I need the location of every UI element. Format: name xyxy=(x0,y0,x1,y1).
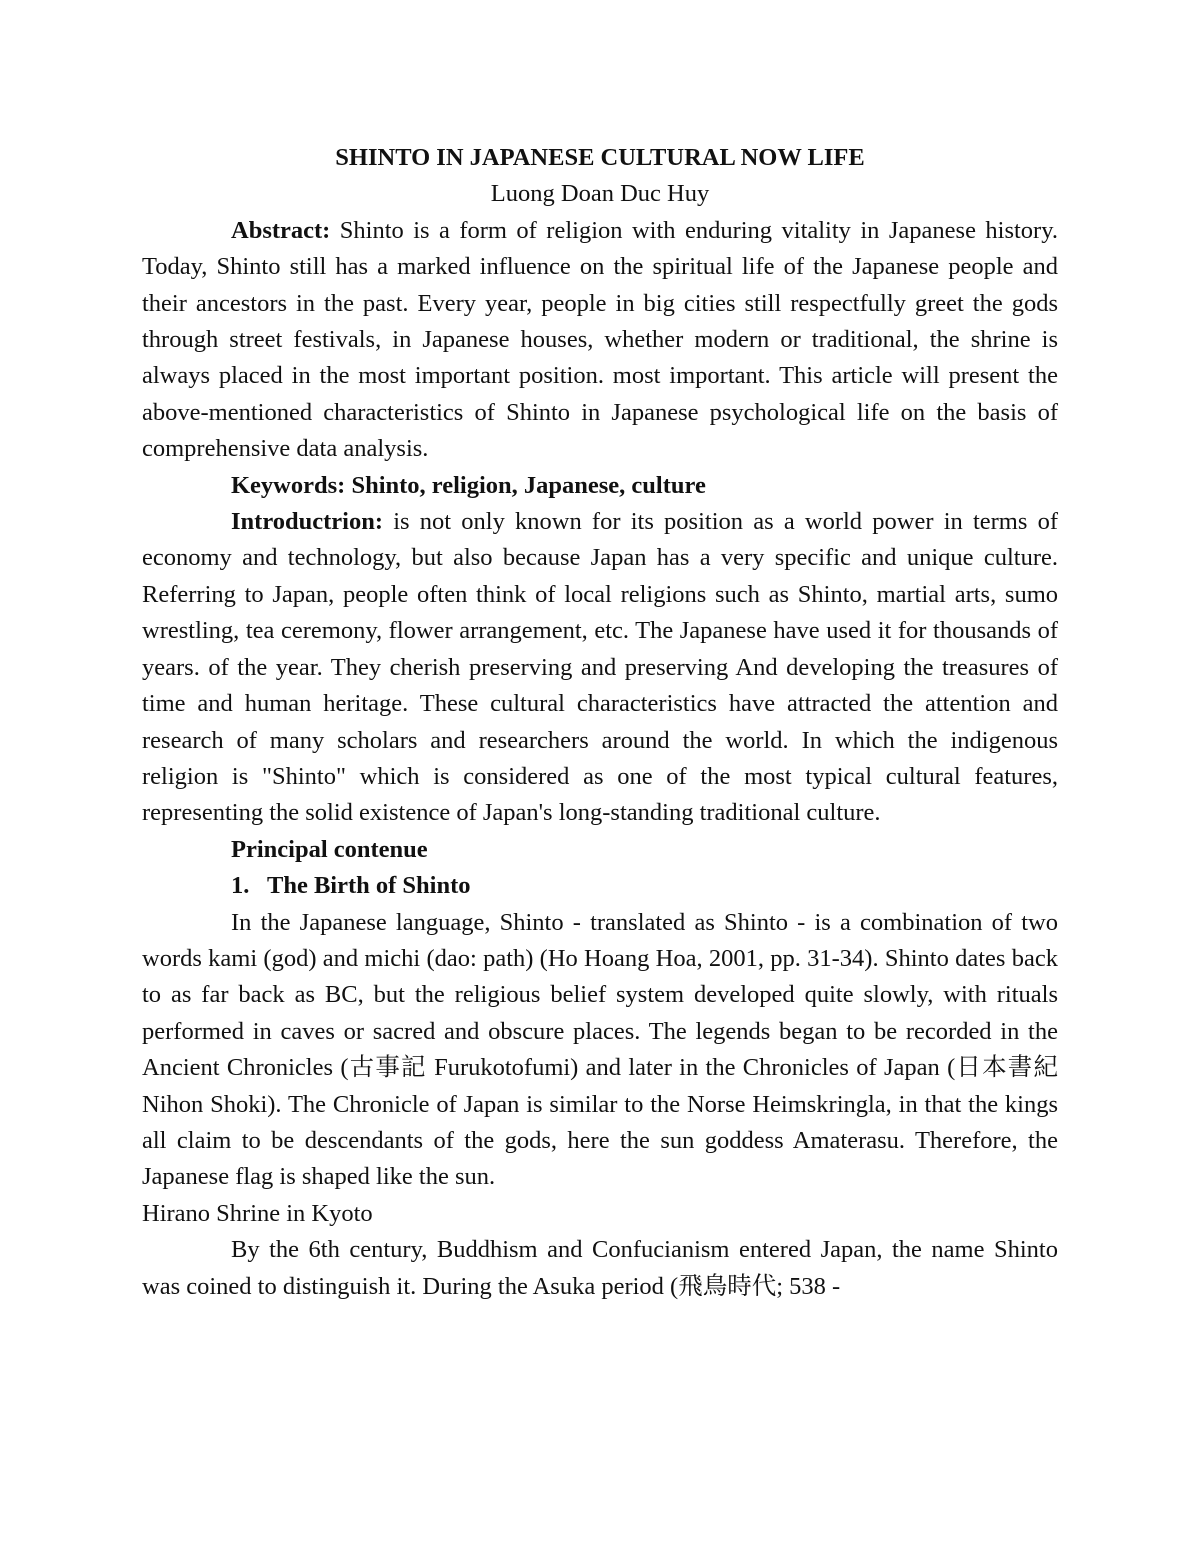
image-caption: Hirano Shrine in Kyoto xyxy=(142,1199,373,1227)
keywords-line: Keywords: Shinto, religion, Japanese, culture xyxy=(231,471,706,499)
principal-heading: Principal contenue xyxy=(231,835,428,863)
body-paragraph: By the 6th century, Buddhism and Confucianism entered Japan, the name Shinto was coined to distinguish it. During the Asuka period (飛鳥時代; 538 - xyxy=(142,1236,1058,1300)
document-body xyxy=(142,140,1058,1305)
section-title: The Birth of Shinto xyxy=(267,872,471,900)
section-heading xyxy=(142,868,1058,904)
section-number: 1. xyxy=(231,872,250,900)
document-title: SHINTO IN JAPANESE CULTURAL NOW LIFE xyxy=(335,144,865,171)
introduction-text: is not only known for its position as a world power in terms of economy and technology, but also because Japan has a very specific and unique culture. Referring to Japan, people often think of local religions such as Shinto, martial arts, sumo wrestling, tea ceremony, flower arrangement, etc. The Japanese have used it for thousands of years. of the year. They cherish preserving and preserving And developing the treasures of time and human heritage. These cultural characteristics have attracted the attention and research of many scholars and researchers around the world. In which the indigenous religion is "Shinto" which is considered as one of the most typical cultural features, representing the solid existence of Japan's long-standing traditional culture. xyxy=(142,508,1058,827)
introduction-paragraph xyxy=(142,504,1058,832)
section-paragraph: In the Japanese language, Shinto - translated as Shinto - is a combination of two words kami (god) and michi (dao: path) (Ho Hoang Hoa, 2001, pp. 31-34). Shinto dates back to as far back as BC, but the religious belief system developed quite slowly, with rituals performed in caves or sacred and obscure places. The legends began to be recorded in the Ancient Chronicles (古事記 Furukotofumi) and later in the Chronicles of Japan (日本書紀 Nihon Shoki). The Chronicle of Japan is similar to the Norse Heimskringla, in that the kings all claim to be descendants of the gods, here the sun goddess Amaterasu. Therefore, the Japanese flag is shaped like the sun. xyxy=(142,908,1058,1191)
abstract-paragraph xyxy=(142,213,1058,468)
author-name: Luong Doan Duc Huy xyxy=(490,180,710,208)
abstract-text: Shinto is a form of religion with enduring vitality in Japanese history. Today, Shinto still has a marked influence on the spiritual life of the Japanese people and their ancestors in the past. Every year, people in big cities still respectfully greet the gods through street festivals, in Japanese houses, whether modern or traditional, the shrine is always placed in the most important position. most important. This article will present the above-mentioned characteristics of Shinto in Japanese psychological life on the basis of comprehensive data analysis. xyxy=(142,216,1058,463)
introduction-label: Introductrion: xyxy=(231,508,384,536)
abstract-label: Abstract: xyxy=(231,216,331,244)
